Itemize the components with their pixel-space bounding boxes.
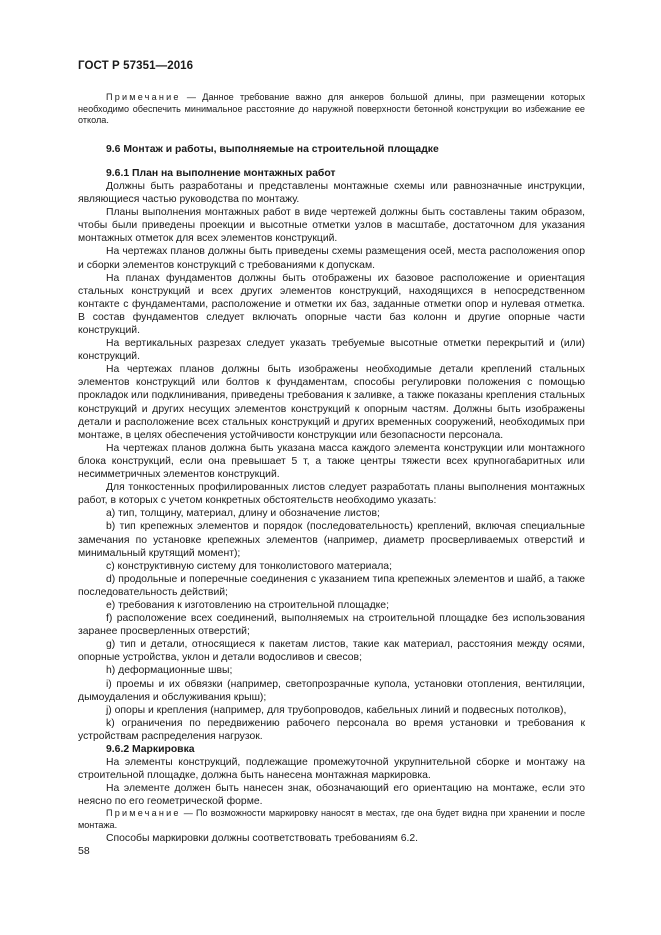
- page-number: 58: [78, 845, 90, 857]
- list-item: g) тип и детали, относящиеся к пакетам листов, такие как материал, расстояния между осями, опорные устройства, уклон и детали водосливов и свесов;: [78, 639, 585, 664]
- paragraph: На вертикальных разрезах следует указать требуемые высотные отметки перекрытий и (или) конструкций.: [78, 338, 585, 363]
- page-content: [78, 92, 585, 845]
- note-text: — По возможности маркировку наносят в местах, где она будет видна при хранении и после монтажа.: [78, 808, 585, 831]
- list-item: f) расположение всех соединений, выполняемых на строительной площадке без использования заранее просверленных отверстий;: [78, 613, 585, 638]
- list-item: i) проемы и их обвязки (например, светопрозрачные купола, установки отопления, вентиляции, дымоудаления и обслуживания крыш);: [78, 678, 585, 703]
- paragraph: На чертежах планов должна быть указана масса каждого элемента конструкции или монтажного блока конструкций, если она превышает 5 т, а также центры тяжести всех крупногабаритных или несимметричных элементов конструкций.: [78, 442, 585, 481]
- list-item: b) тип крепежных элементов и порядок (последовательность) креплений, включая специальные замечания по установке крепежных элементов (например, диаметр просверливаемых отверстий и минимальный крутящий момент);: [78, 521, 585, 559]
- paragraph: На чертежах планов должны быть изображены необходимые детали креплений стальных элементов конструкций или болтов к фундаментам, способы регулировки положения с помощью прокладок или подклинивания, приведены требования к заливке, а также показаны крепления стальных конструкций и других несущих элементов конструкций к опорным частям. Должны быть изображены детали и расположение всех стальных конструкций и других временных сооружений, необходимых при монтаже, в целях обеспечения устойчивости конструкции или безопасности персонала.: [78, 364, 585, 441]
- list-item: c) конструктивную систему для тонколистового материала;: [106, 560, 392, 572]
- paragraph: Планы выполнения монтажных работ в виде чертежей должны быть составлены таким образом, чтобы были приведены проекции и высотные отметки узлов в масштабе, достаточном для указания монтажных отметок для всех элементов конструкций.: [78, 207, 585, 245]
- list-item: e) требования к изготовлению на строительной площадке;: [106, 599, 389, 611]
- paragraph: Для тонкостенных профилированных листов следует разработать планы выполнения монтажных работ, в которых с учетом конкретных обстоятельств необходимо указать:: [78, 482, 585, 507]
- subsection-heading: 9.6.1 План на выполнение монтажных работ: [106, 167, 336, 179]
- list-item: j) опоры и крепления (например, для трубопроводов, кабельных линий и подвесных потолков),: [106, 704, 567, 716]
- note-label: Примечание: [106, 808, 181, 819]
- list-item: a) тип, толщину, материал, длину и обозначение листов;: [106, 508, 380, 520]
- paragraph: На элементе должен быть нанесен знак, обозначающий его ориентацию на монтаже, если это неясно по его геометрической форме.: [78, 783, 585, 808]
- section-heading: 9.6 Монтаж и работы, выполняемые на строительной площадке: [106, 143, 439, 155]
- paragraph: На элементы конструкций, подлежащие промежуточной укрупнительной сборке и монтажу на строительной площадке, должна быть нанесена монтажная маркировка.: [78, 757, 585, 782]
- document-header: ГОСТ Р 57351—2016: [78, 60, 194, 72]
- note-text: — Данное требование важно для анкеров большой длины, при размещении которых необходимо обеспечить минимальное расстояние до наружной поверхности бетонной конструкции во избежание ее откола.: [78, 92, 585, 126]
- paragraph: На планах фундаментов должны быть отображены их базовое расположение и ориентация стальных конструкций и всех других элементов конструкций, находящихся в непосредственном контакте с фундаментами, расположение и отметки их баз, заданные отметки опор и нулевая отметка. В состав фундаментов следует включать опорные части баз колонн и другие опорные части конструкций.: [78, 272, 585, 336]
- list-item: k) ограничения по передвижению рабочего персонала во время установки и требования к устройствам распределения нагрузок.: [78, 717, 585, 742]
- paragraph: Способы маркировки должны соответствовать требованиям 6.2.: [106, 832, 419, 844]
- list-item: d) продольные и поперечные соединения с указанием типа крепежных элементов и шайб, а также последовательность действий;: [78, 573, 585, 598]
- note: [78, 92, 585, 127]
- paragraph: Должны быть разработаны и представлены монтажные схемы или равнозначные инструкции, являющиеся частью руководства по монтажу.: [78, 180, 585, 206]
- note-label: Примечание: [106, 92, 181, 102]
- list-item: h) деформационные швы;: [106, 665, 233, 677]
- note: [78, 808, 585, 831]
- paragraph: На чертежах планов должны быть приведены схемы размещения осей, места расположения опор и сборки элементов конструкций с требованиями к допускам.: [78, 246, 585, 271]
- subsection-heading: 9.6.2 Маркировка: [106, 744, 195, 755]
